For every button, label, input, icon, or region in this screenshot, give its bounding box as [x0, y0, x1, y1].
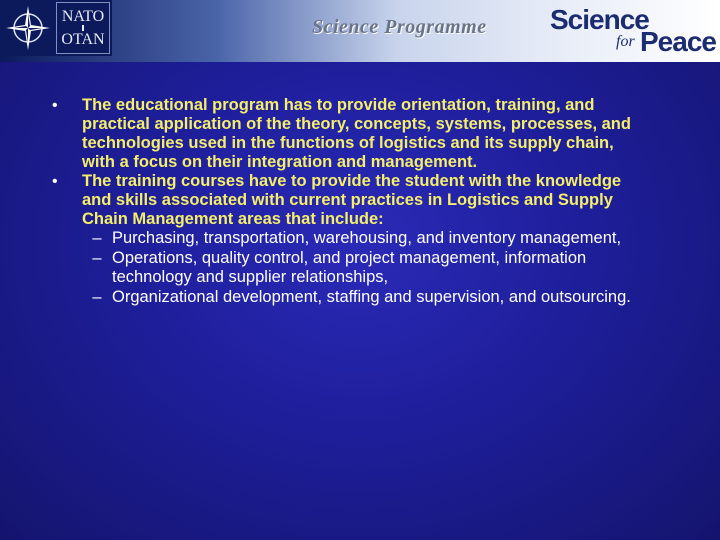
- sub-bullet-marker: –: [92, 287, 102, 306]
- nato-logo: [0, 0, 112, 56]
- sub-bullet-text: Organizational development, staffing and supervision, and outsourcing.: [112, 287, 631, 306]
- bullet-marker: •: [52, 97, 58, 114]
- nato-compass-icon: [4, 4, 52, 52]
- bullet-text: The educational program has to provide orientation, training, and practical application of the theory, concepts, systems, processes, and technologies used in the functions of logistics and its supply chain, with a focus on their integration and management.: [82, 96, 631, 171]
- sub-bullet-marker: –: [92, 248, 102, 267]
- sub-bullet-text: Operations, quality control, and project management, information technology and supplier relationships,: [112, 248, 587, 286]
- sub-bullet-item: [82, 249, 652, 288]
- nato-label: NATO: [61, 8, 105, 25]
- science-for-peace-logo: [548, 4, 714, 58]
- sub-bullet-marker: –: [92, 229, 102, 247]
- bullet-text: The training courses have to provide the student with the knowledge and skills associated with current practices in Logistics and Supply Chain Management areas that include:: [82, 172, 622, 228]
- slide-body: [52, 96, 652, 307]
- programme-title: Science Programme: [312, 16, 487, 38]
- sub-bullet-item: [82, 288, 652, 308]
- bullet-item: [52, 96, 652, 172]
- logo-peace-word: Peace: [640, 26, 716, 57]
- sub-bullet-text: Purchasing, transportation, warehousing, and inventory management,: [112, 229, 622, 247]
- logo-science-word: Science: [550, 4, 649, 35]
- otan-label: OTAN: [61, 31, 105, 48]
- bullet-item: [52, 172, 652, 229]
- slide-header: [0, 0, 720, 62]
- nato-wordmark: [56, 2, 110, 54]
- bullet-marker: •: [52, 173, 58, 190]
- logo-for-word: for: [616, 33, 635, 50]
- sub-bullet-item: [82, 229, 652, 249]
